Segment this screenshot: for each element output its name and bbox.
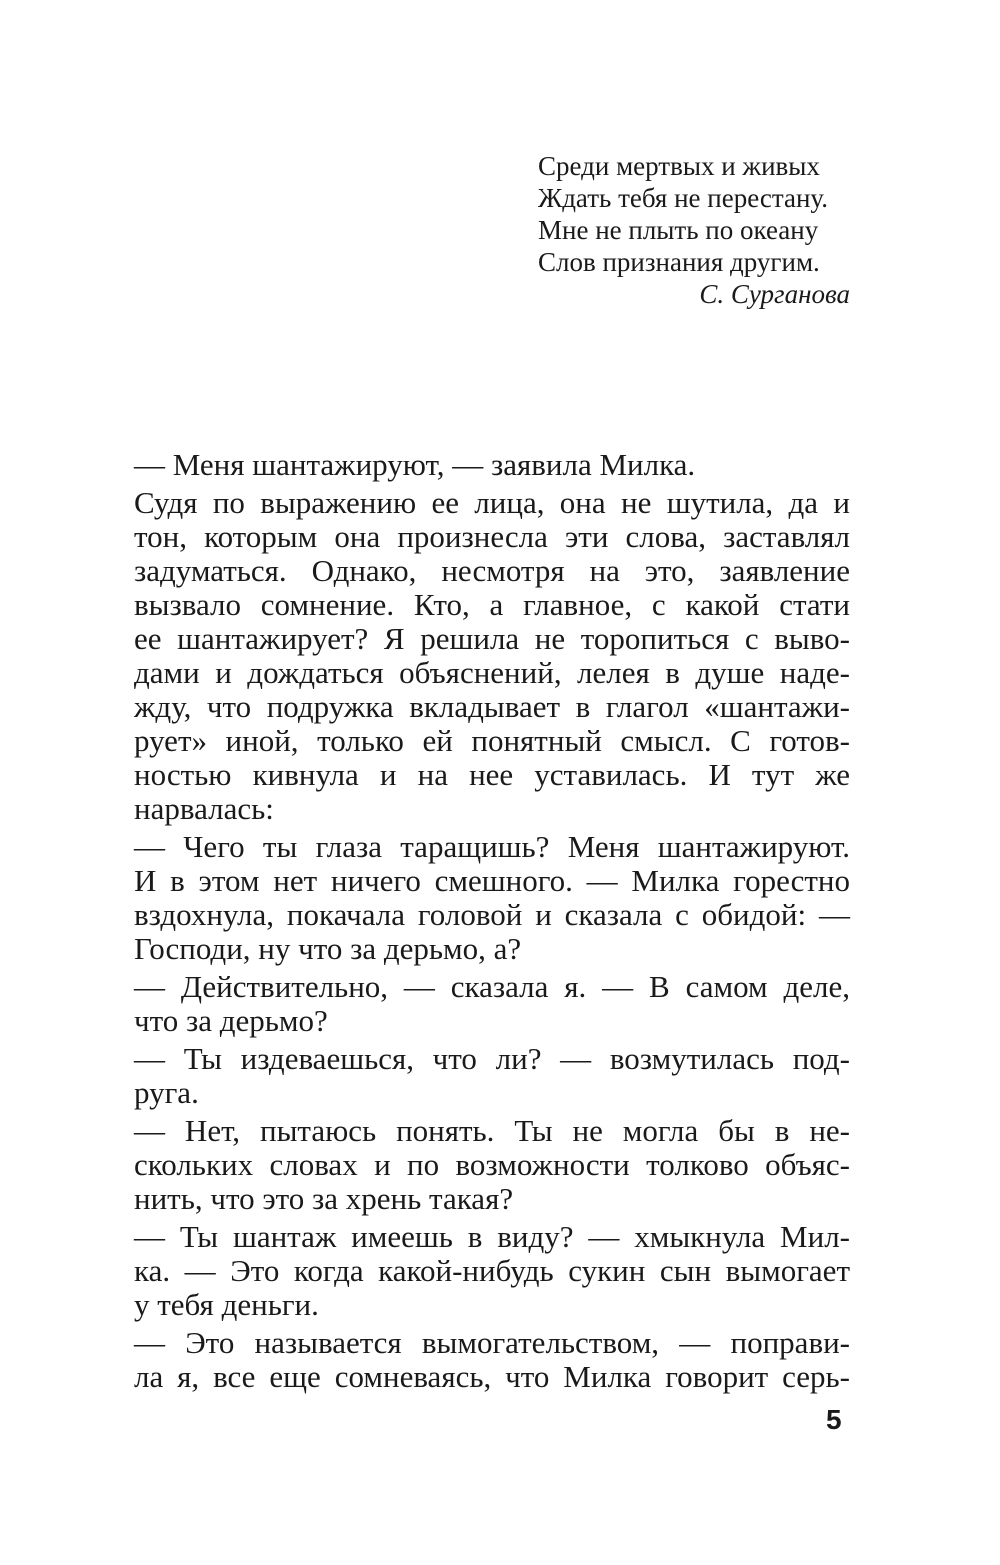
text-line: задуматься. Однако, несмотря на это, заявление (134, 553, 850, 588)
text-line: вызвало сомнение. Кто, а главное, с какой стати (134, 587, 850, 622)
epigraph (538, 150, 858, 310)
text-line: — Действительно, — сказала я. — В самом деле, (134, 969, 850, 1004)
text-line: — Меня шантажируют, — заявила Милка. (134, 447, 696, 482)
paragraph (108, 486, 850, 826)
text-line: тон, которым она произнесла эти слова, заставлял (134, 519, 850, 554)
text-line: — Нет, пытаюсь понять. Ты не могла бы в не- (134, 1113, 850, 1148)
paragraph (108, 830, 850, 966)
text-line: ностью кивнула и на нее уставилась. И тут же (134, 757, 850, 792)
text-line: скольких словах и по возможности толково объяс- (134, 1147, 850, 1182)
text-line: ла я, все еще сомневаясь, что Милка говорит серь- (134, 1359, 850, 1394)
text-line: — Чего ты глаза таращишь? Меня шантажируют. (134, 829, 850, 864)
paragraph (108, 1042, 850, 1110)
text-line: — Ты шантаж имеешь в виду? — хмыкнула Мил- (134, 1219, 850, 1254)
epigraph-line: Слов признания другим. (538, 247, 820, 277)
paragraph (108, 448, 850, 482)
text-line: Господи, ну что за дерьмо, а? (134, 931, 522, 966)
epigraph-line: Ждать тебя не перестану. (538, 183, 828, 213)
text-line: нарвалась: (134, 791, 274, 826)
text-line: — Это называется вымогательством, — поправи- (134, 1325, 850, 1360)
epigraph-line: Мне не плыть по океану (538, 215, 819, 245)
paragraph (108, 1220, 850, 1322)
text-line: что за дерьмо? (134, 1003, 328, 1038)
text-line: дами и дождаться объяснений, лелея в душе наде- (134, 655, 850, 690)
page-number: 5 (826, 1404, 842, 1435)
text-line: — Ты издеваешься, что ли? — возмутилась под- (134, 1041, 850, 1076)
text-line: руга. (134, 1075, 199, 1110)
text-line: рует» иной, только ей понятный смысл. С готов- (134, 723, 850, 758)
paragraph (108, 1114, 850, 1216)
text-line: у тебя деньги. (134, 1287, 319, 1322)
text-line: нить, что это за хрень такая? (134, 1181, 514, 1216)
text-line: жду, что подружка вкладывает в глагол «шантажи- (134, 689, 850, 724)
paragraph (108, 970, 850, 1038)
body-text (108, 448, 850, 1398)
text-line: ее шантажирует? Я решила не торопиться с выво- (134, 621, 850, 656)
text-line: вздохнула, покачала головой и сказала с обидой: — (134, 897, 850, 932)
text-line: И в этом нет ничего смешного. — Милка горестно (134, 863, 850, 898)
paragraph (108, 1326, 850, 1394)
epigraph-author: С. Сурганова (699, 279, 850, 309)
text-line: ка. — Это когда какой-нибудь сукин сын вымогает (134, 1253, 850, 1288)
epigraph-line: Среди мертвых и живых (538, 151, 820, 181)
text-line: Судя по выражению ее лица, она не шутила, да и (134, 485, 850, 520)
